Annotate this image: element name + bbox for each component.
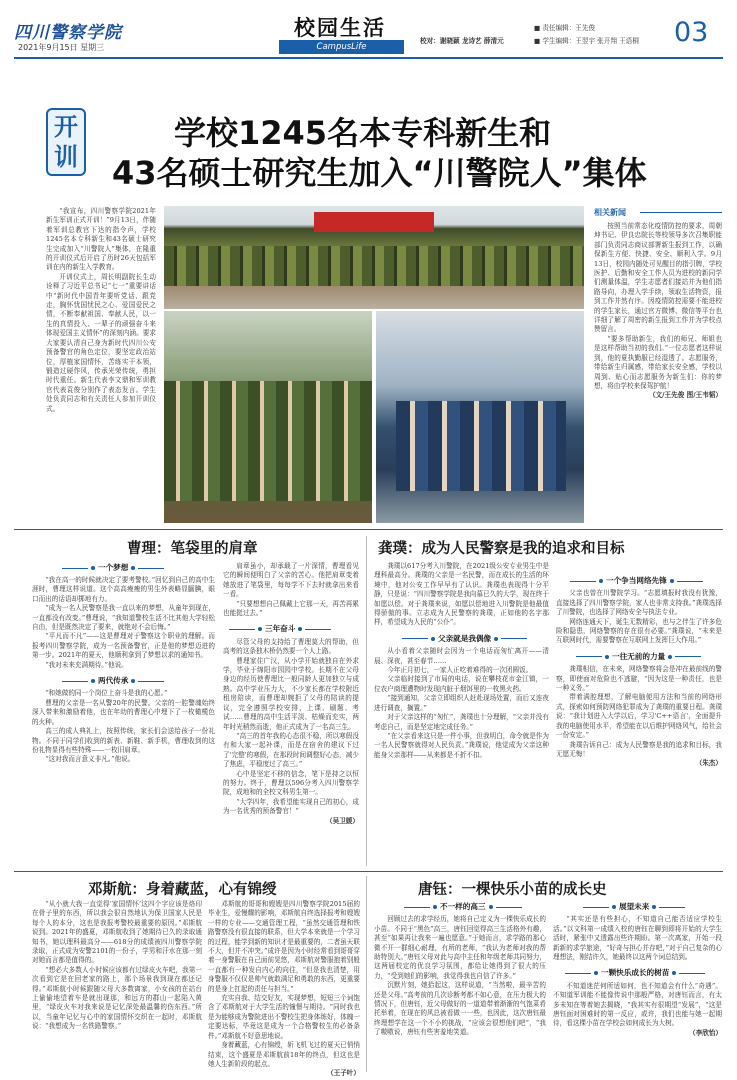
lead-bottom-rule — [14, 529, 723, 530]
gongpu-subhead-father: 父亲就是我偶像 — [402, 634, 549, 643]
caoli-paragraph: 尽管父母的支持给了曹理莫大的帮助，但高考的这条独木桥仍然要一个人上路。 — [223, 637, 359, 656]
caoli-paragraph: 肩章虽小，却承载了一片深情，曹理看见它的瞬间便明白了父亲的苦心。他把肩章变着她放进了笔袋里，每每学不下去时就拿出来看一看。 — [223, 562, 359, 599]
story-title-gongpu: 龚璞：成为人民警察是我的追求和目标 — [378, 541, 625, 557]
tangyu-subhead-tree: 一颗快乐成长的树苗 — [565, 968, 722, 977]
caoli-paragraph: “平凡而不凡”——这是曹理对于警察这个职业的理解。而报考四川警察学院，成为一名预备警官，正是他的梦想迈进的第一步。2021年的夏天，他顺利拿到了梦想以求的通知书。 — [32, 632, 215, 660]
story-title-dengsihang: 邓斯航：身着藏蓝，心有锦绶 — [88, 882, 277, 898]
related-paragraph: “要多帮助新生，我们的师兄、师姐也是这样帮助当初的我们。”一位志愿者这样说到，他的夏执勤服已经湿透了。志愿服务，带给新生归属感，带给家长安全感，学校以周到、贴心而志愿服务为新生们：你的梦想，将由学校来保驾护航！ — [594, 334, 722, 390]
caoli-paragraph: “只要想想自己佩戴上它那一天，再苦再累也能挺过去。” — [223, 599, 359, 618]
caoli-paragraph: “和她做的同一个岗位上奋斗是我的心愿。” — [45, 689, 168, 698]
gongpu-paragraph: 父亲临时接到了市局的电话，说在攀枝花市金江镇，一位农户商理遭物时发现内脏于烟饵里的一枚黑火药。 — [374, 675, 549, 693]
caoli-body-col-2 — [223, 562, 359, 866]
tangyu-byline: （李欣怡） — [689, 1028, 722, 1037]
gongpu-paragraph: 龚璞以617分考入川警院，在2021级公安专业男生中是理科最高分。龚璞的父亲是一名民警，而在成长的生活的环境中，他对公安工作早早有了认识。龚璞也表现得十分平静，只是说：“四川警察学院是我向慕已久的大学，现在终于如愿以偿。对于龚璞来说，如愿以偿地进入川警院是他最值得骄傲的事。立志成为人民警察的龚璞，正如他的名字那样，希望成为人民的“公仆”。 — [374, 562, 549, 627]
dengsihang-body-col-2 — [208, 900, 360, 1078]
section-title: 校园生活 — [294, 15, 386, 40]
gongpu-byline: （朱杰） — [695, 759, 722, 768]
gongpu-paragraph: “在父亲看来这只是一件小事，但我明白，命令就是作为一名人民警察就得对人民负责。”龚璞说，他觉成为父亲这种能身父亲那样——从来都是不折不扣。 — [374, 731, 549, 759]
caoli-paragraph: “这对我而言意义非凡。”他说。 — [45, 755, 135, 764]
dengsihang-paragraph: 身着藏蓝，心有锦绶，斩飞机飞过的夏天已悄悄结束，这个盛夏是邓斯航前18年的终点，但这也是她人生新阶段的起点。 — [208, 1041, 360, 1068]
proof-label: 校对：谢晓颖 龙诗艺 薛清元 — [420, 37, 504, 45]
dengsihang-paragraph: “想必大多数人小时候应该都有过绿皮火车吧，我第一次看到它是在回老家的路上，那个场景我到现在都还记得。”邓斯航小时候跟随父母大多数离家，小女孩的在站台上偷偷地望着车是就出现那，和远方的群山一起陷入黄里，“绿皮火车对我来说是记忆深处最温馨的伤东西。”所以，当童年记忆与心中的家国情怀交织在一起时，邓斯航说：“我想成为一名铁路警察。” — [32, 965, 202, 1031]
caoli-paragraph: “成为一名人民警察是我一直以来的梦想，从童年到现在，一直都没有改变。”曹理说，“我知道警校生活不比其他大学轻松自由，但是既然决定了要来，就绝对不会后悔。” — [32, 604, 215, 632]
gongpu-paragraph: 网络连通天下，诞生无数精彩，也与之伴生了许多危险和隐患，网络警察的存在很有必要。”龚璞说，“未来是互联网时代，需要警察在互联网上发挥巨大作用。” — [556, 617, 722, 645]
gongpu-paragraph: 龚璞相信，在未来，网络警察将会是冲在最前线的警察，即使面对危险也不逃避，“因为这是一种责任，也是一种义务。” — [556, 665, 722, 693]
lead-title-line-2: 43名硕士研究生加入“川警院人”集体 — [112, 154, 647, 192]
related-news-label: 相关新闻 — [594, 208, 626, 217]
middle-rule — [14, 871, 723, 872]
student-group-photo — [164, 311, 372, 523]
lead-tag — [46, 108, 86, 176]
caoli-byline: （吴卫媛） — [326, 816, 359, 825]
caoli-paragraph: 曹理家住广汉，从小学开始就独自在外求学，毕业于绵阳市园园中学校。长期不在父母身边的经历使曹理比一般同龄人更加独立与成熟。高中学业压力大，不少家长都在学校附近租房陪读，而曹理却婉拒了父母的陪读的提议，完全遵照学校安排，上课、刷题、考试……曹理的高中生活平淡、枯燥而充实，两年时光稍然而逝，他正式成为了一名高三生。 — [223, 656, 359, 731]
volunteer-photo — [376, 311, 584, 523]
lead-tag-char-1: 开 — [54, 113, 78, 141]
caoli-paragraph: “我在高一的时候就决定了要考警校。”回忆到自己的高中生涯时，曹理这样说道。这个高高瘦瘦的男生外表略显腼腆，眼口而出的话语却掷地有力。 — [32, 576, 215, 603]
column-divider-middle — [366, 536, 367, 866]
caoli-paragraph: 曹理的父亲是一名从警20年的民警。父亲的一腔警魂始终深入带来和激励着他，也在年幼的曹理心中埋下了一枚橄榄色的火种。 — [32, 698, 215, 726]
gongpu-paragraph: 父亲也曾在川警院学习。“志愿填报时我没有犹豫，直接选择了四川警察学院，家人也非常支持我。”龚璞选择了川警院，也选择了网络安全与执法专业。 — [556, 589, 722, 617]
lead-paragraph: 开训仪式上，周长明副院长生动诠释了习近平总书记“七一”重要讲话中“新时代中国青年要听党话、跟党走，胸怀忧国忧民之心、爱国爱民之情，不断奉献祖国、奉献人民，以一生的真情投入、一辈子的顽强奋斗来体现爱国主义情怀”的深刻内涵。要求大家要认清自己身为新时代四川公安预备警官的角色定位，要坚定政治站位，厚植家国情怀，苦练实干本领，锻造过硬作风，传承光荣传统，勇担时代重任。新生代表李文鼎和军训教官代表袁俊分别作了表态发言。学生处负责同志和有关责任人参加开训仪式。 — [46, 272, 156, 413]
lead-title-line-1: 学校1245名本专科新生和 — [174, 114, 552, 152]
story-title-tangyu: 唐钰：一棵快乐小苗的成长史 — [418, 882, 607, 898]
caoli-paragraph: 心中是坚定不移的信念，笔下是持之以恒的努力。终于，曹理以596分考入四川警察学院，成地和的全校文科男生第一。 — [223, 769, 359, 797]
dengsihang-paragraph: 充实自我、结交好友，实现梦想，短短三个词饱含了邓斯航对于大学生活的憧憬与期待。“同时我也是为能够成为警院进出不警校生把身体练好，体魄一定要达标，毕竟这是成为一个合格警校生的必备条件。”邓斯航不好意思地说。 — [208, 994, 360, 1040]
student-editor-label: ■ 学生编辑：王翌宇 张开翔 王语桐 — [534, 37, 639, 45]
dengsihang-paragraph: 邓斯航的哥哥和嫂嫂是四川警察学院2015届的毕业生，爱慢耀的影响，邓斯航自终选择报考和嫂嫂一样的专业——交通管理工程，“虽然交通管理和铁路警察没有很直接的联系，但大学本来就是一个学习的过程，能学到新的知识才是最重要的，二者虽天联不大，但并不冲突。”成许是因为小时经常看到哥哥穿着一身警服在自己面前晃悠，邓斯航对警服抱着别般一直都有一种发自内心的向往，“但是我也清楚，用身警服不仅仅是帅气就敢满足和勇敢的东西，更重要的是身上扛起的责任与担当。” — [208, 900, 360, 993]
gongpu-body-col-2 — [556, 576, 722, 866]
header-rule — [14, 57, 723, 59]
lead-body — [46, 207, 156, 525]
gongpu-paragraph: “接到通知，父亲立即组织人赶赴现场处置，而后又连夜进行调查，搁置。” — [374, 694, 549, 712]
opening-ceremony-photo — [164, 206, 584, 309]
dengsihang-byline: （王子叶） — [327, 1069, 360, 1078]
caoli-paragraph: 高三的成人典礼上，按照传统，家长们会送给孩子一份礼物。不同于同学们收到的新表、新鞋、新手机，曹理收到的这份礼物显得有些特殊——一枚旧肩章。 — [32, 727, 215, 754]
tangyu-body-col-2 — [553, 902, 722, 1072]
editor-label: ■ 责任编辑：王先俊 — [534, 24, 596, 32]
caoli-subhead-dream: 一个梦想 — [62, 562, 164, 573]
caoli-subhead-struggle: 三年奋斗 — [229, 624, 359, 633]
masthead-logo: 四川警察学院 — [14, 23, 122, 43]
related-news-rule — [640, 212, 722, 213]
tangyu-body-col-1 — [374, 902, 546, 1072]
section-subtitle: CampusLife — [279, 40, 404, 54]
lead-tag-char-2: 训 — [54, 143, 78, 171]
dengsihang-body-col-1 — [32, 900, 202, 1072]
gongpu-paragraph: 从小看着父亲随时会因为一个电话而匆忙离开——清晨、深夜，甚至春节…… — [374, 647, 549, 665]
caoli-paragraph: “大学四年，我希望能实现自己的初心，成为一名优秀的预备警官！” — [223, 797, 359, 816]
page-number: 03 — [674, 17, 709, 48]
gongpu-subhead-network: 一个争当网络先锋 — [570, 576, 722, 585]
tangyu-subhead-senior: 不一样的高三 — [404, 902, 546, 911]
column-divider-bottom — [366, 876, 367, 1072]
gongpu-body-col-1 — [374, 562, 549, 866]
dengsihang-paragraph: “从小就大我一直觉得‘家国情怀’这四个字应该是烙印在骨子里的东西，所以我会很自然地认为保卫国家人民是每个人的本分，这也是我报考警校最重要的原因。”邓斯航说到。2021年的盛夏，邓斯航收到了她期待已久的录取通知书，她以理科最高分——618分的成绩被四川警察学院录取，正式成为安警2101的一份子，学男和汗水在那一刻对她而言都是值得的。 — [32, 900, 202, 965]
related-paragraph: 按照当前常态化疫情防控的要求，周朝坤书记、伊良忠院长等校领导多次召集职能部门负责同志商议部署新生报到工作，以确保新生方便、快捷、安全、顺利入学。9月13日，校园内随处可见醒目的指引牌，学校医护、后勤和安全工作人员为进校的新同学们测量体温，学生志愿者们接站并为他们指路导向，办理入学手续，领取生活物资，报到工作井然有序。因疫情防控需要不能进校的学生家长，通过官方微博、微信等平台也详细了解了周密的新生报到工作并为学校点赞留言。 — [594, 222, 722, 334]
caoli-paragraph: “我对未来充满期待。”他说。 — [45, 660, 128, 669]
tangyu-paragraph: 不知道迷茫何所适如何，也不知道会有什么“奇遇”。不知道军训能不能像传说中那般严格，对唐钰而言，有太多未知在等着她去揭晓，“我其实有很期望“发展”，“这是唐钰面对困难时的第一反应，或许，我们也能与她一起期待，看这棵小苗在学校会如何成长为大树。 — [553, 981, 722, 1028]
gongpu-subhead-power: 一往无前的力量 — [576, 652, 722, 661]
gongpu-paragraph: 今年正月初七，一家人正吃着难得的一次团圆饭。 — [387, 666, 533, 675]
issue-date: 2021年9月15日 星期三 — [18, 43, 105, 52]
related-news-body — [594, 222, 722, 522]
related-byline: （文/王先俊 图/王韦韬） — [648, 391, 722, 400]
caoli-paragraph: “高三的首年我的心态很不稳，所以寒假没有和大家一起补课，而是在宿舍的建议下过了'完整'的寒假，在那段时间调整好心态，减少了焦虑，平稳度过了高三。” — [223, 731, 359, 769]
tangyu-paragraph: “其实还是有些担心，不知道自己能否适应学校生活。”以文科第一成绩入校的唐钰在聊到即将开始的大学生活时，紧张中又透露出些许期盼。第一次离家，开始一段新新的求学旅途，“好奇与担心并存吧，”对于自己复杂的心理想法，刚结许久，她最终以这两个词总结到。 — [553, 915, 722, 962]
gongpu-paragraph: 对于父亲这样的“匆忙”，龚璞也十分理解，“父亲并没有考虑自己，而是坚定地完成任务。” — [374, 713, 549, 731]
story-title-caoli: 曹理：笔袋里的肩章 — [127, 541, 258, 557]
caoli-subhead-legacy: 两代传承 — [62, 676, 215, 685]
lead-paragraph: “我宣布，四川警察学院2021年新生军训正式开训！”9月13日，伴随着军训总教官下达的指令声，学校1245名本专科新生和43名硕士研究生完成加入“川警院人”集体，在隆重的开训仪式后开启了历时26天包括军训在内的新生入学教育。 — [46, 207, 156, 272]
tangyu-paragraph: 沉默片刻，她拾起这，这样说道，“当然啦，最辛苦的还是父母。”高考前的几次诊断考都不如心意，在压力极大的情况下，但唐钰，近父母做好的一道道带着渐渐的气饱菜肴托举着，在现在的风总被看做一一些，也因此，这次唐钰最终理想学在这一个不小的挑战，“应该会很想他们吧”，“我了嗷嗷说，唐钰有些害羞地笑道。 — [374, 981, 546, 1037]
gongpu-paragraph: 带着满腔理想，了解电脑便用方法和当前的网络形式，探索如何预防网络犯罪成为了龚璞的重要日程。龚璞说：“我计划进入大学以后，学习'C++语言'，全面提升我的电脑使用水平，希望能在以后维护网络风气，给社会一份安定。” — [556, 693, 722, 740]
tangyu-subhead-future: 展望未来 — [583, 902, 722, 911]
gongpu-paragraph: 龚璞告诉自己：成为人民警察是我的追求和目标，我无愿无悔！ — [556, 740, 722, 758]
caoli-body-col-1 — [32, 576, 215, 866]
tangyu-paragraph: 回顾过去的求学经历，她将自己定义为一棵快乐成长的小苗。不同于“黑色”高三，唐钰回觉得高三生活格外有趣，甚至“如果再让我来一遍也愿意。”于她而言，求学路的那心微不开一群细心耐理，有所的老师，“我认为老师对我的帮助特别大。”唐钰父母对此与高中主任和年级老师共同努力，这两届校定的优良学习氛围，都给让她得到了很大的压力，“受到她们的影响，我觉得我也自信了许多。” — [374, 915, 546, 980]
